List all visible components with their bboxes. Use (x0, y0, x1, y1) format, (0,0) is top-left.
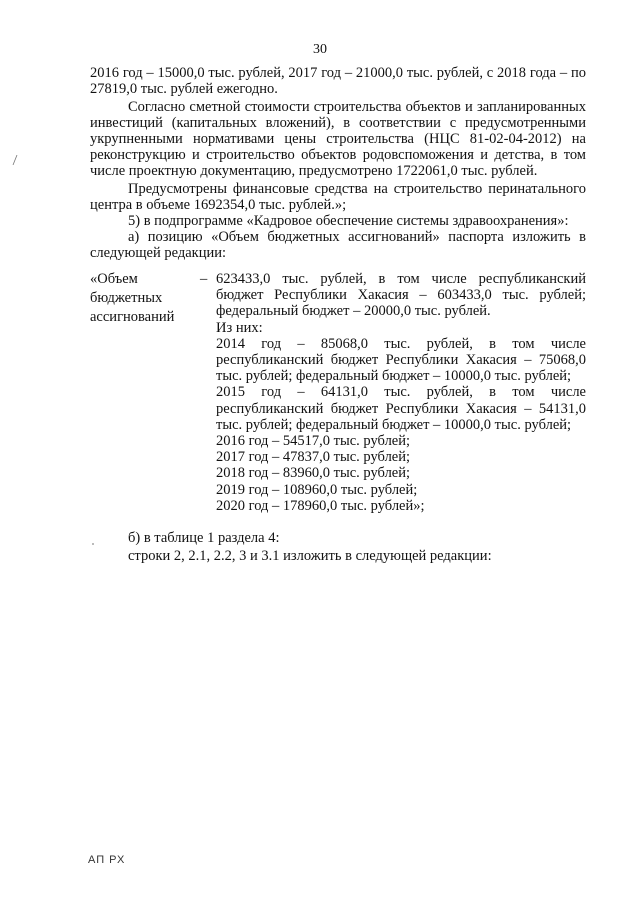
paragraph-funding-continuation: 2016 год – 15000,0 тыс. рублей, 2017 год – 21000,0 тыс. рублей, с 2018 года – по 27819,0 тыс. рублей ежегодно. (90, 65, 586, 97)
budget-of-which: Из них: (216, 319, 263, 336)
paragraph-rows-statement: строки 2, 2.1, 2.2, 3 и 3.1 изложить в следующей редакции: (128, 548, 492, 564)
body-text-bottom (90, 530, 586, 564)
budget-year-2018: 2018 год – 83960,0 тыс. рублей; (216, 465, 411, 482)
budget-allocation-block (90, 271, 586, 514)
budget-year-2015: 2015 год – 64131,0 тыс. рублей, в том числе республиканский бюджет Республики Хакасия – 54131,0 тыс. рублей; федеральный бюджет – 10000,0 тыс. рублей; (216, 384, 586, 433)
paragraph-item-a: а) позицию «Объем бюджетных ассигнований» паспорта изложить в следующей редакции: (90, 229, 586, 261)
budget-year-2016: 2016 год – 54517,0 тыс. рублей; (216, 433, 411, 450)
budget-year-2020: 2020 год – 178960,0 тыс. рублей»; (216, 497, 425, 514)
label-line: бюджетных (90, 290, 163, 307)
label-line: ассигнований (90, 309, 175, 326)
budget-year-2014: 2014 год – 85068,0 тыс. рублей, в том числе республиканский бюджет Республики Хакасия – 75068,0 тыс. рублей; федеральный бюджет – 10000,0 тыс. рублей; (216, 335, 586, 385)
budget-total: 623433,0 тыс. рублей, в том числе республиканский бюджет Республики Хакасия – 603433,0 тыс. рублей; федеральный бюджет – 20000,0 тыс. рублей. (216, 271, 586, 320)
margin-tick-mark (12, 152, 18, 162)
page-number: 30 (313, 42, 327, 57)
paragraph-item-b: б) в таблице 1 раздела 4: (128, 530, 280, 546)
paragraph-perinatal-center: Предусмотрены финансовые средства на строительство перинатального центра в объеме 1692354,0 тыс. рублей.»; (90, 181, 586, 213)
budget-allocation-label (90, 271, 200, 514)
paragraph-subprogram-5: 5) в подпрограмме «Кадровое обеспечение системы здравоохранения»: (128, 213, 569, 229)
budget-year-2019: 2019 год – 108960,0 тыс. рублей; (216, 481, 418, 498)
label-line: «Объем (90, 271, 138, 287)
footer-mark: АП РХ (88, 854, 126, 866)
paragraph-construction-cost: Согласно сметной стоимости строительства объектов и запланированных инвестиций (капитальных вложений), в соответствии с предусмотренными укрупненными нормативами цены строительства (НЦС 81-02-04-2012) на реконструкцию и строительство объектов родовспоможения и детства, в том числе проектную документацию, предусмотрено 1722061,0 тыс. рублей. (90, 99, 586, 179)
budget-year-2017: 2017 год – 47837,0 тыс. рублей; (216, 449, 411, 466)
label-dash: – (200, 271, 208, 287)
budget-allocation-values (216, 271, 586, 514)
body-text-top (90, 65, 586, 261)
